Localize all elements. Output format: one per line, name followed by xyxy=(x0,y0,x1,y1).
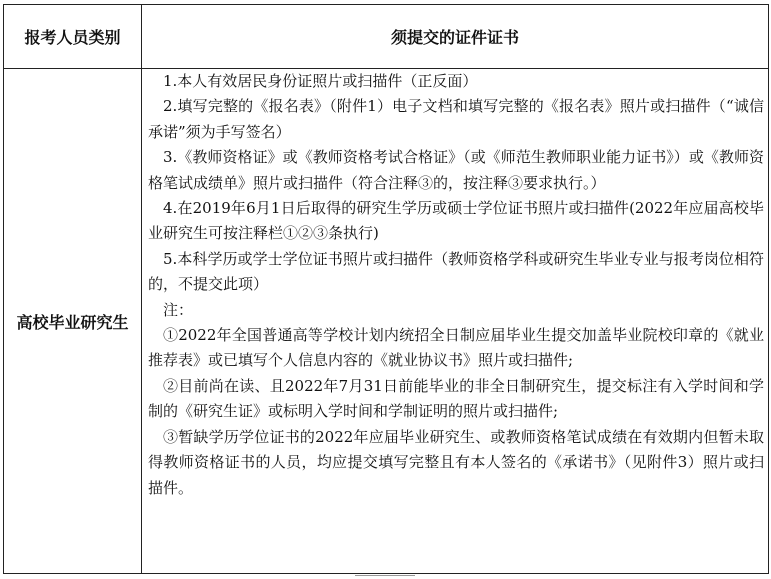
documents-cell xyxy=(142,69,769,574)
list-item: 1.本人有效居民身份证照片或扫描件（正反面） xyxy=(163,72,478,90)
list-item: 4.在2019年6月1日后取得的研究生学历或硕士学位证书照片或扫描件(2022年应届高校毕业研究生可按注释栏①②③条执行) xyxy=(148,199,764,243)
note-item: ①2022年全国普通高等学校计划内统招全日制应届毕业生提交加盖毕业院校印章的《就业推荐表》或已填写个人信息内容的《就业协议书》照片或扫描件; xyxy=(148,326,764,370)
header-category: 报考人员类别 xyxy=(4,5,142,69)
header-row xyxy=(4,5,769,69)
note-item: ②目前尚在读、且2022年7月31日前能毕业的非全日制研究生，提交标注有入学时间和学制的《研究生证》或标明入学时间和学制证明的照片或扫描件; xyxy=(148,376,764,421)
category-cell: 高校毕业研究生 xyxy=(4,69,142,574)
table-row xyxy=(4,69,769,574)
list-item: 2.填写完整的《报名表》（附件1）电子文档和填写完整的《报名表》照片或扫描件（“诚信承诺”须为手写签名） xyxy=(148,97,764,141)
list-item: 5.本科学历或学士学位证书照片或扫描件（教师资格学科或研究生毕业专业与报考岗位相符的，不提交此项） xyxy=(148,249,764,294)
requirements-table xyxy=(3,4,769,574)
note-item: ③暂缺学历学位证书的2022年应届毕业研究生、或教师资格笔试成绩在有效期内但暂未取得教师资格证书的人员，均应提交填写完整且有本人签名的《承诺书》（见附件3）照片或扫描件。 xyxy=(148,427,764,497)
page-edge-mark xyxy=(355,575,415,578)
list-item: 3.《教师资格证》或《教师资格考试合格证》（或《师范生教师职业能力证书》）或《教师资格笔试成绩单》照片或扫描件（符合注释③的，按注释③要求执行。） xyxy=(148,148,764,192)
note-label: 注： xyxy=(163,300,194,319)
header-documents: 须提交的证件证书 xyxy=(142,5,769,69)
